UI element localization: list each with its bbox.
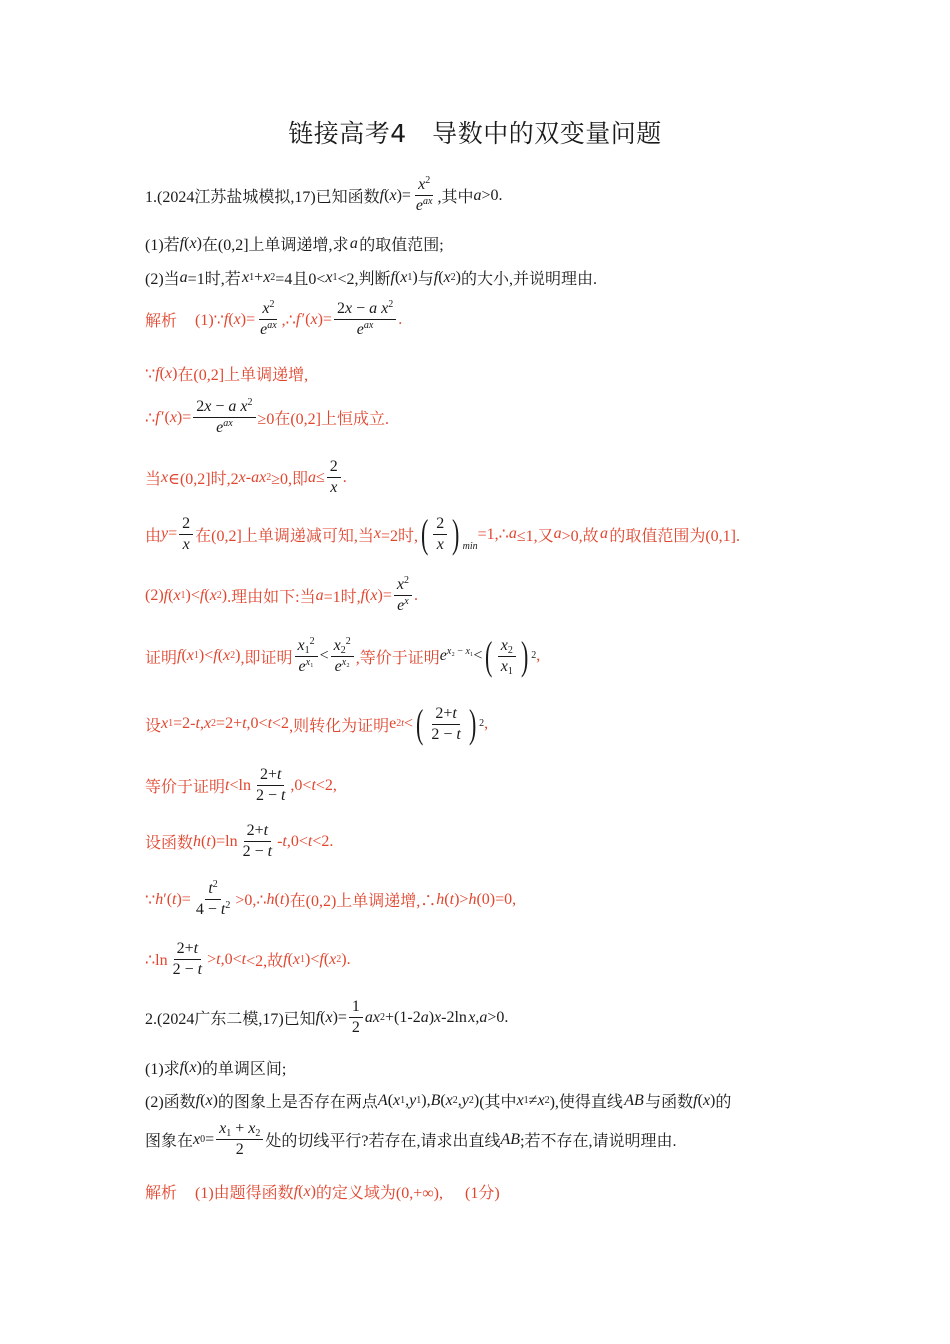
- sol1-line8: 设 x 1 =2- t , x 2 =2+ t ,0< t <2 ,则转化为证明 e 2t < ( $\frac{2+t}{2 - t}$ ) 2 ,: [145, 701, 489, 746]
- sol1-line7: 证明 f ( x 1 )< f ( x 2 ) ,即证明 $\frac{x_1^2}{e^{x_1}}$ < $\frac{x_2^2}{e^{x_2}}$ ,等价于证明 $e^{x_2 - x_1}<$ ( $\frac{x_2}{x_1}$ ) 2 ,: [145, 633, 541, 678]
- sol1-line3: ∴ f ′( x )= $\frac{2x - a x^2}{e^{ax}}$ ≥0在(0,2]上恒成立.: [145, 397, 389, 436]
- q2-part2: (2)函数 f ( x ) 的图象上是否存在两点 A ( x 1 , y 1 ), B ( x 2 , y 2 ) (其中 x 1 ≠ x 2 ),使得直线 AB 与函数 f ( x ) 的: [145, 1091, 732, 1111]
- q1-stem: 1.(2024江苏盐城模拟,17)已知函数 f ( x )= $\frac{x^2}{e^{ax}}$ ,其中 a >0.: [145, 175, 503, 214]
- sol1-line12: ∴ln $\frac{2+t}{2 - t}$ > t ,0< t <2,故 f ( x 1 )< f ( x 2 ).: [145, 940, 351, 978]
- q2-part1: (1)求 f ( x ) 的单调区间;: [145, 1058, 287, 1078]
- sol1-line2: ∵ f ( x ) 在(0,2]上单调递增,: [145, 364, 309, 384]
- sol2-line1: 解析 (1)由题得函数 f ( x ) 的定义域为(0,+∞), (1分): [145, 1182, 500, 1202]
- page-title: 链接高考4 导数中的双变量问题: [288, 119, 662, 148]
- q2-part2-cont: 图象在 x 0 = $\frac{x_1 + x_2}{2}$ 处的切线平行?若存在,请求出直线 AB ;若不存在,请说明理由.: [145, 1120, 677, 1158]
- sol1-line9: 等价于证明 t <ln $\frac{2+t}{2 - t}$ ,0< t <2,: [145, 766, 337, 804]
- sol1-line1: 解析 (1)∵ f ( x )= $\frac{x^2}{e^{ax}}$ ,∴ f ′( x )= $\frac{2x - a x^2}{e^{ax}}$ .: [145, 299, 403, 338]
- q1-part2: (2)当 a =1时,若 x 1 + x 2 =4且0< x 1 <2,判断 f ( x 1 ) 与 f ( x 2 ) 的大小,并说明理由.: [145, 268, 597, 288]
- sol1-line11: ∵ h ′( t )= $\frac{t^2}{4 - t^2}$ >0,∴ h ( t ) 在(0,2)上单调递增,∴ h ( t )> h (0)=0,: [145, 879, 517, 918]
- sol1-line6: (2) f ( x 1 )< f ( x 2 ) .理由如下:当 a =1时, f ( x )= $\frac{x^2}{e^x}$ .: [145, 575, 418, 614]
- sol1-line5: 由 y = $\frac{2}{x}$ 在(0,2]上单调递减可知,当 x =2时, ( $\frac{2}{x}$ ) min =1,∴ a ≤1,又 a >0,故 a 的取值范围为(0,1].: [145, 511, 741, 556]
- sol1-line4: 当 x ∈(0,2]时,2 x - ax 2 ≥0,即 a ≤ $\frac{2}{x}$ .: [145, 458, 347, 496]
- q2-stem: 2.(2024广东二模,17)已知 f ( x ) = $\frac{1}{2}$ ax 2 +(1-2 a ) x -2ln x , a >0.: [145, 998, 509, 1036]
- sol1-line10: 设函数 h ( t )=ln $\frac{2+t}{2 - t}$ - t ,0< t <2.: [145, 822, 334, 860]
- q1-part1: (1)若 f ( x ) 在(0,2]上单调递增,求 a 的取值范围;: [145, 234, 444, 254]
